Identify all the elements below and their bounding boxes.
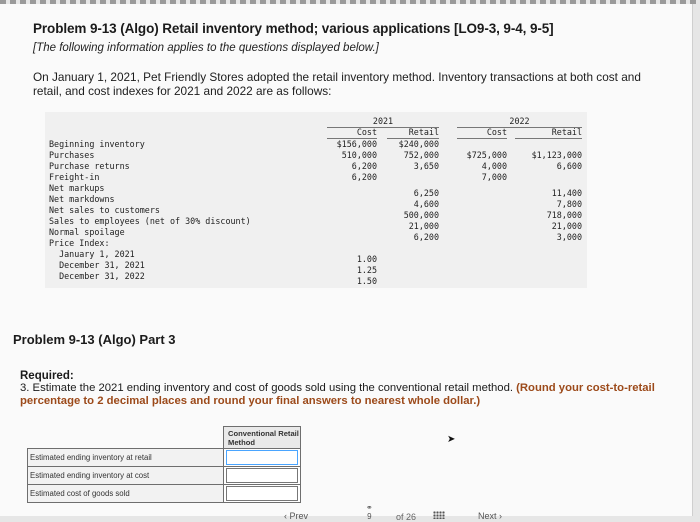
cell-retail-2021: 752,000	[403, 150, 439, 160]
cell-cost-2021: $156,000	[336, 139, 377, 149]
col-cost-2022: Cost	[457, 127, 507, 139]
cell-retail-2022: 7,800	[556, 199, 582, 209]
cell-cost-2022: 7,000	[481, 172, 507, 182]
answer-table	[27, 426, 301, 503]
cell-cost-2021: 510,000	[341, 150, 377, 160]
answer-row-label: Estimated cost of goods sold	[28, 485, 224, 503]
prev-button[interactable]: ‹ Prev	[284, 511, 309, 521]
cell-retail-2022: 718,000	[546, 210, 582, 220]
row-label: Net sales to customers	[49, 205, 160, 215]
row-label: Freight-in	[49, 172, 100, 182]
cell-retail-2021: 500,000	[403, 210, 439, 220]
link-icon: ⚭	[366, 503, 373, 512]
page-total: of 26	[396, 512, 417, 522]
cell-retail-2022: 3,000	[556, 232, 582, 242]
cell-cost-2022: $725,000	[466, 150, 507, 160]
year-2021-header: 2021	[327, 116, 439, 128]
cell-retail-2022: $1,123,000	[531, 150, 582, 160]
cell-index: 1.25	[356, 265, 377, 275]
col-retail-2021: Retail	[387, 127, 439, 139]
row-label: Sales to employees (net of 30% discount)	[49, 216, 251, 226]
problem-title: Problem 9-13 (Algo) Retail inventory method; various applications [LO9-3, 9-4, 9-5]	[33, 21, 554, 36]
row-label: Normal spoilage	[49, 227, 125, 237]
cell-retail-2021: 21,000	[408, 221, 439, 231]
answer-cell	[224, 485, 301, 503]
required-label: Required:	[20, 370, 74, 382]
cell-index: 1.50	[356, 276, 377, 286]
answer-cell	[224, 467, 301, 485]
row-label: Price Index:	[49, 238, 110, 248]
answer-column-header: Conventional Retail Method	[224, 427, 301, 449]
row-label: Purchases	[49, 150, 95, 160]
answer-row-label: Estimated ending inventory at cost	[28, 467, 224, 485]
cell-retail-2021: 6,200	[413, 232, 439, 242]
row-label: January 1, 2021	[49, 249, 135, 259]
required-text	[20, 382, 680, 408]
year-2022-header: 2022	[457, 116, 582, 128]
cell-retail-2022: 21,000	[551, 221, 582, 231]
cell-cost-2021: 6,200	[351, 172, 377, 182]
problem-subnote: [The following information applies to the questions displayed below.]	[33, 42, 379, 54]
answer-cell	[224, 449, 301, 467]
page-indicator	[366, 503, 373, 521]
ending-inventory-cost-input[interactable]	[226, 468, 298, 483]
row-label: Net markups	[49, 183, 105, 193]
ending-inventory-retail-input[interactable]	[226, 450, 298, 465]
problem-intro: On January 1, 2021, Pet Friendly Stores adopted the retail inventory method. Inventory transactions at both cost and retail, and cost indexes for 2021 and 2022 are as follows:	[33, 70, 641, 98]
answer-row-label: Estimated ending inventory at retail	[28, 449, 224, 467]
row-label: December 31, 2021	[49, 260, 145, 270]
bottom-navigation	[0, 503, 692, 522]
current-page: 9	[367, 512, 372, 521]
prev-label: Prev	[289, 511, 309, 521]
inventory-data-table	[45, 112, 587, 288]
cost-of-goods-sold-input[interactable]	[226, 486, 298, 501]
cell-cost-2022: 4,000	[481, 161, 507, 171]
col-cost-2021: Cost	[327, 127, 377, 139]
row-label: Beginning inventory	[49, 139, 145, 149]
cell-retail-2021: 4,600	[413, 199, 439, 209]
required-rounding-note: (Round your cost-to-retail percentage to 2 decimal places and round your final answers to nearest whole dollar.)	[20, 382, 655, 407]
next-label: Next	[478, 511, 497, 521]
cell-retail-2021: $240,000	[398, 139, 439, 149]
question-sheet	[0, 4, 693, 522]
cell-cost-2021: 6,200	[351, 161, 377, 171]
next-button[interactable]: Next ›	[478, 511, 503, 521]
cell-retail-2021: 6,250	[413, 188, 439, 198]
cell-retail-2022: 11,400	[551, 188, 582, 198]
part-heading: Problem 9-13 (Algo) Part 3	[13, 332, 176, 347]
grid-icon[interactable]	[433, 511, 445, 519]
mouse-pointer-icon: ➤	[447, 434, 456, 445]
cell-retail-2022: 6,600	[556, 161, 582, 171]
row-label: Purchase returns	[49, 161, 130, 171]
row-label: December 31, 2022	[49, 271, 145, 281]
cell-index: 1.00	[356, 254, 377, 264]
col-retail-2022: Retail	[515, 127, 582, 139]
cell-retail-2021: 3,650	[413, 161, 439, 171]
answer-table-corner	[28, 427, 224, 449]
required-instruction: 3. Estimate the 2021 ending inventory and cost of goods sold using the conventional retail method.	[20, 382, 513, 394]
row-label: Net markdowns	[49, 194, 115, 204]
